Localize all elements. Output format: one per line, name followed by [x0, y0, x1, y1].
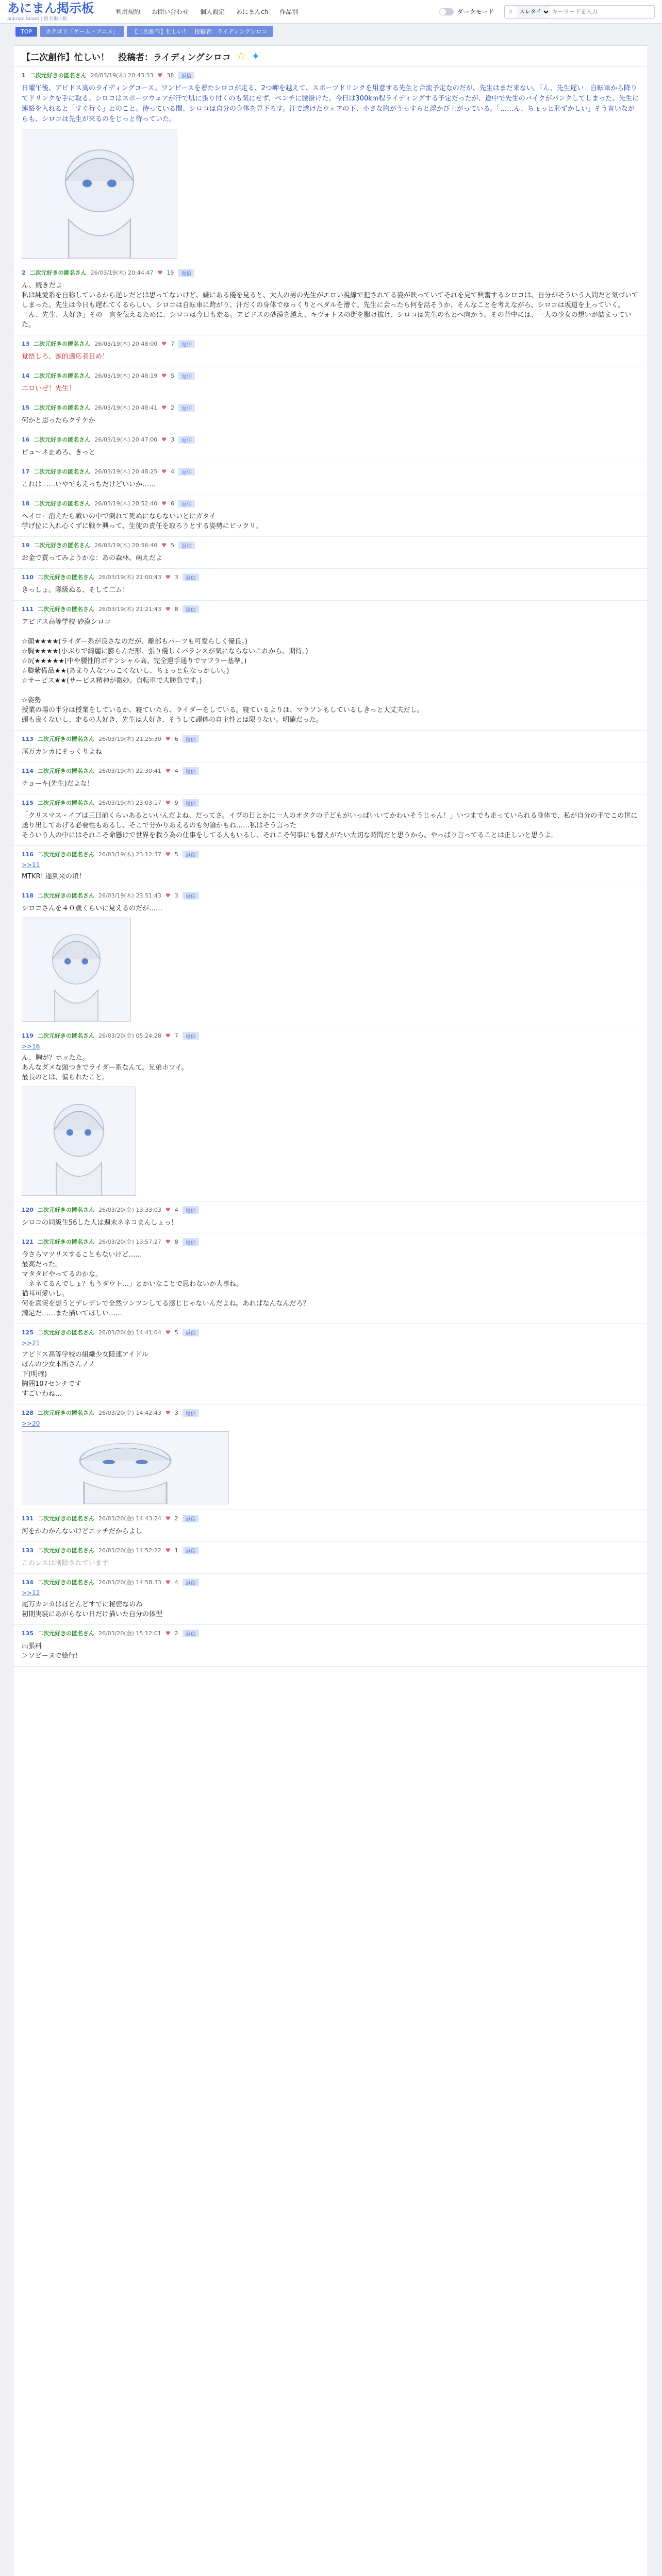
- post-date: 26/03/19(木) 20:56:40: [94, 542, 158, 549]
- poster-name: 二次元好きの匿名さん: [37, 606, 94, 613]
- heart-icon[interactable]: ♥: [161, 436, 167, 443]
- post-body: 覚悟しろ、獣的適応者目め！: [22, 353, 109, 361]
- post-header: [22, 890, 639, 901]
- post-body: お金で買ってみようかな：あの森林、萌えだよ: [22, 554, 163, 562]
- post-body: 何かと思ったらクテケか: [22, 417, 95, 425]
- poster-name: 二次元好きの匿名さん: [37, 1547, 94, 1554]
- reply-anchor[interactable]: >>20: [22, 1420, 40, 1427]
- poster-name: 二次元好きの匿名さん: [34, 404, 91, 411]
- post-header: [22, 70, 639, 80]
- poster-name: 二次元好きの匿名さん: [37, 1239, 94, 1245]
- post-body: シロコさんを４０歳くらいに見えるのだが……: [22, 905, 163, 912]
- heart-count: 8: [174, 605, 178, 613]
- post-body: ん、続きだよ 私は純愛系を自称しているから逆レだとは思ってないけど、嫌にある優を見ると、大人の男の先生がエロい視線で犯されてる姿が映っていてそれを見て興奮するシロコは、自分がそういう人間だと気づいてしまった。先生は今日も遅れてくるらしい。シロコは自転車に跨がり、汗だくの身体でゆっくりとペダルを漕ぐ。先生に会ったら何を話そうか、そんなことを考えながら、シロコは坂道を上っていく。「ん、先生、大好き」その一言を伝えるために、シロコは今日も走る。アビドスの砂漠を越え、キヴォトスの街を駆け抜け、シロコは先生のもとへ向かう。その背中には、一人の少女の想いが詰まっていた。: [22, 282, 639, 329]
- post-number[interactable]: 135: [22, 1630, 34, 1637]
- reply-button[interactable]: 返信: [178, 269, 194, 277]
- post-date: 26/03/19(木) 23:03:17: [98, 800, 161, 806]
- reply-button[interactable]: 返信: [183, 1630, 199, 1637]
- post: [13, 367, 648, 399]
- reply-button[interactable]: 返信: [183, 735, 199, 743]
- heart-count: 1: [174, 1547, 178, 1554]
- post-header: [22, 798, 639, 808]
- post: [13, 1625, 648, 1667]
- reply-button[interactable]: 返信: [183, 1206, 199, 1214]
- heart-icon[interactable]: ♥: [165, 1547, 171, 1554]
- poster-name: 二次元好きの匿名さん: [37, 574, 94, 581]
- reply-button[interactable]: 返信: [178, 404, 195, 412]
- post-number[interactable]: 18: [22, 500, 30, 507]
- post-date: 26/03/19(木) 20:48:41: [94, 404, 158, 411]
- poster-name: 二次元好きの匿名さん: [34, 500, 91, 507]
- poster-name: 二次元好きの匿名さん: [34, 372, 91, 379]
- post-number[interactable]: 133: [22, 1547, 34, 1554]
- heart-icon[interactable]: ♥: [157, 269, 163, 276]
- heart-count: 6: [174, 735, 178, 742]
- post-number[interactable]: 14: [22, 372, 30, 379]
- post-date: 26/03/20(金) 05:24:28: [98, 1032, 161, 1039]
- reply-button[interactable]: 返信: [178, 436, 195, 444]
- heart-count: 5: [171, 372, 175, 379]
- heart-count: 8: [174, 1238, 178, 1245]
- reply-button[interactable]: 返信: [183, 1579, 199, 1586]
- post-header: [22, 540, 639, 550]
- poster-name: 二次元好きの匿名さん: [37, 1032, 94, 1039]
- post: [13, 1233, 648, 1324]
- heart-count: 5: [174, 1329, 178, 1336]
- post-number[interactable]: 120: [22, 1206, 34, 1213]
- reply-anchor[interactable]: >>21: [22, 1340, 40, 1347]
- post-image[interactable]: [22, 1087, 136, 1196]
- reply-button[interactable]: 返信: [183, 851, 199, 858]
- post-image[interactable]: [22, 1431, 229, 1504]
- reply-button[interactable]: 返信: [183, 605, 199, 613]
- post-body: きっしょ。隊級ぬる、そして二ム！: [22, 586, 129, 594]
- heart-count: 19: [167, 269, 174, 276]
- post-header: [22, 572, 639, 582]
- heart-count: 2: [171, 404, 175, 411]
- heart-icon[interactable]: ♥: [165, 1238, 171, 1245]
- heart-count: 2: [174, 1630, 178, 1637]
- post-header: [22, 1236, 639, 1247]
- poster-name: 二次元好きの匿名さん: [37, 1630, 94, 1637]
- post-header: [22, 1513, 639, 1523]
- post-body: チョーキ(先生)だよな！: [22, 780, 94, 788]
- reply-button[interactable]: 返信: [178, 372, 195, 380]
- post-header: [22, 1408, 639, 1418]
- heart-icon[interactable]: ♥: [157, 72, 163, 79]
- post-number[interactable]: 115: [22, 799, 34, 806]
- post: [13, 1542, 648, 1574]
- poster-name: 二次元好きの匿名さん: [34, 436, 91, 443]
- post-date: 26/03/20(金) 14:52:22: [98, 1547, 161, 1554]
- post-number[interactable]: 134: [22, 1579, 34, 1586]
- breadcrumb: [0, 24, 662, 39]
- heart-icon[interactable]: ♥: [165, 573, 171, 581]
- search-icon[interactable]: ⌕: [509, 8, 513, 15]
- poster-name: 二次元好きの匿名さん: [34, 468, 91, 475]
- dark-mode-label: ダークモード: [457, 8, 494, 15]
- heart-count: 3: [174, 1409, 178, 1416]
- heart-count: 4: [174, 767, 178, 774]
- poster-name: 二次元好きの匿名さん: [37, 1207, 94, 1213]
- reply-button[interactable]: 返信: [183, 573, 199, 581]
- heart-icon[interactable]: ♥: [165, 767, 171, 774]
- heart-count: 3: [174, 892, 178, 899]
- post-header: [22, 1545, 639, 1555]
- heart-icon[interactable]: ♥: [165, 1579, 171, 1586]
- post: [13, 1201, 648, 1233]
- post: [13, 495, 648, 537]
- nav-works[interactable]: 作品別: [279, 8, 299, 15]
- post-header: [22, 267, 639, 278]
- post-header: [22, 402, 639, 413]
- poster-name: 二次元好きの匿名さん: [34, 341, 91, 347]
- post-date: 26/03/20(金) 14:41:04: [98, 1329, 161, 1336]
- post-header: [22, 1205, 639, 1215]
- reply-button[interactable]: 返信: [178, 340, 195, 348]
- heart-icon[interactable]: ♥: [161, 500, 167, 507]
- favorite-star-icon[interactable]: ☆: [236, 49, 246, 63]
- post-date: 26/03/20(金) 13:33:03: [98, 1207, 161, 1213]
- reply-button[interactable]: 返信: [183, 1032, 199, 1040]
- post-body: 今さらマツリスすることもないけど…… 最高だった。 マタタビやってるのかな。 「ネネてるんでしょ？もうダウト…」とかいなことで思わないか大事ね。 猫耳可愛いし。 何を真実を想うとデレデレで全然ツンツンしてる感じじゃないんだよね。あればなんなんだろ？ 満足だ……また描いてほしい……: [22, 1251, 310, 1317]
- logo-subtitle: animan board | 匿名掲示板: [7, 16, 68, 22]
- post-date: 26/03/20(金) 13:57:27: [98, 1239, 161, 1245]
- post-number[interactable]: 2: [22, 269, 26, 276]
- poster-name: 二次元好きの匿名さん: [37, 1515, 94, 1522]
- reply-anchor[interactable]: >>12: [22, 1589, 40, 1597]
- crumb-thread[interactable]: 【二次創作】忙しい！ 投稿者：ライディングシロコ: [127, 26, 273, 37]
- heart-icon[interactable]: ♥: [165, 1515, 171, 1522]
- search-input[interactable]: [550, 6, 654, 18]
- heart-count: 5: [174, 851, 178, 858]
- post: [13, 399, 648, 431]
- post-number[interactable]: 121: [22, 1238, 34, 1245]
- heart-count: 3: [174, 573, 178, 581]
- post-number[interactable]: 119: [22, 1032, 34, 1039]
- reply-anchor[interactable]: >>11: [22, 861, 40, 869]
- reply-button[interactable]: 返信: [183, 1409, 199, 1417]
- reply-button[interactable]: 返信: [178, 541, 195, 549]
- poster-name: 二次元好きの匿名さん: [37, 1579, 94, 1586]
- reply-button[interactable]: 返信: [183, 892, 199, 900]
- post-header: [22, 498, 639, 509]
- logo-text: あにまん掲示板: [7, 1, 94, 15]
- site-header: [0, 0, 662, 24]
- poster-name: 二次元好きの匿名さん: [37, 1410, 94, 1416]
- heart-icon[interactable]: ♥: [165, 1329, 171, 1336]
- post-number[interactable]: 118: [22, 892, 34, 899]
- post-date: 26/03/19(木) 21:00:43: [98, 574, 161, 581]
- post: [13, 463, 648, 495]
- post-date: 26/03/20(金) 15:12:01: [98, 1630, 161, 1637]
- post-header: [22, 766, 639, 776]
- post-body: 日曜午後、アビドス高のライディングコース。ワンピースを着たシロコが走る、2つ岬を越えて、スポーツドリンクを用意する先生と合流予定なのだが、先生はまだ来ない。「ん、先生遅い」自転車から降りてドリンクを手に取る。シロコはスポーツウェアが汗で肌に張り付くのも気にせず、ベンチに腰掛けた。今日は300km程ライディングする予定だったが、途中で先生のバイクがパンクしてしまった。先生に連絡を入れると「すぐ行く」とのこと。待っている間、シロコは自分の身体を見下ろす。汗で透けたウェアの下、小さな胸がうっすらと浮かび上がっている。「……ん、ちょっと恥ずかしい」そう言いながらも、シロコは先生が来るのをじっと待っていた。: [22, 84, 639, 123]
- post-body: これは……いやでもえっちだけどいいか……: [22, 481, 156, 488]
- post-date: 26/03/19(木) 20:52:40: [94, 500, 158, 507]
- poster-name: 二次元好きの匿名さん: [37, 851, 94, 858]
- nav-settings[interactable]: 個人設定: [200, 8, 225, 15]
- toggle-switch[interactable]: [439, 8, 454, 15]
- post-number[interactable]: 15: [22, 404, 30, 411]
- search-scope-select[interactable]: [517, 6, 550, 18]
- post-body: ピュ～ネ止めろ、きっと: [22, 449, 96, 456]
- post-date: 26/03/19(木) 23:12:37: [98, 851, 161, 858]
- poster-name: 二次元好きの匿名さん: [37, 1329, 94, 1336]
- reply-button[interactable]: 返信: [183, 799, 199, 807]
- post-date: 26/03/19(木) 23:51:43: [98, 892, 161, 899]
- dark-mode-toggle[interactable]: [439, 7, 494, 16]
- nav-contact[interactable]: お問い合わせ: [152, 8, 189, 15]
- reply-button[interactable]: 返信: [178, 72, 194, 79]
- nav-animanch[interactable]: あにまんch: [236, 8, 269, 15]
- post-number[interactable]: 19: [22, 541, 30, 549]
- twitter-share-icon[interactable]: ✦: [251, 50, 260, 62]
- reply-button[interactable]: 返信: [183, 1547, 199, 1554]
- nav-terms[interactable]: 利用規約: [115, 8, 141, 15]
- thread-board: [13, 45, 648, 2576]
- post-number[interactable]: 128: [22, 1409, 34, 1416]
- heart-count: 38: [167, 72, 174, 79]
- heart-count: 3: [171, 436, 175, 443]
- post-date: 26/03/20(金) 14:58:33: [98, 1579, 161, 1586]
- heart-icon[interactable]: ♥: [165, 1630, 171, 1637]
- post-body: 尾万カンカにそっくりよね: [22, 748, 103, 756]
- post-number[interactable]: 113: [22, 735, 34, 742]
- post-header: [22, 1327, 639, 1337]
- reply-button[interactable]: 返信: [183, 1238, 199, 1246]
- post-number[interactable]: 114: [22, 767, 34, 774]
- heart-icon[interactable]: ♥: [165, 1409, 171, 1416]
- post-header: [22, 338, 639, 349]
- thread-title: 【二次創作】忙しい！ 投稿者：ライディングシロコ: [22, 52, 231, 63]
- post: [13, 569, 648, 601]
- post: [13, 846, 648, 887]
- post-number[interactable]: 1: [22, 72, 26, 79]
- heart-count: 4: [174, 1579, 178, 1586]
- post: [13, 1510, 648, 1542]
- heart-icon[interactable]: ♥: [165, 605, 171, 613]
- post-date: 26/03/19(木) 20:47:00: [94, 436, 158, 443]
- reply-button[interactable]: 返信: [183, 767, 199, 775]
- post-body: このレスは削除されています: [22, 1560, 109, 1567]
- heart-icon[interactable]: ♥: [165, 799, 171, 806]
- post-body: 「クリスマス・イブは三日前くらいあるといいんだよね、だってさ。イヴの日とかに一人のオタクの子どもがいっぱいいてかわいそうじゃん！」いつまでも走っていられる身体で、私が自分の手でこの世に送り出してあげる必要性もあるし、そこで分かりあえるのも勿論かもね……私はそう言った そういう人の中にはそれこそ命懸けで世界を救う為の仕事をしてる人もいるし、それこそ何事にも替えがたい大切な時間だと思うから、やっぱり言ってることは正しいと思うよ。: [22, 812, 638, 839]
- heart-icon[interactable]: ♥: [165, 735, 171, 742]
- heart-count: 6: [171, 500, 175, 507]
- heart-icon[interactable]: ♥: [161, 340, 167, 347]
- poster-name: 二次元好きの匿名さん: [37, 736, 94, 742]
- crumb-top[interactable]: TOP: [15, 27, 37, 37]
- post-body: ヘイロー消えたら戦いの中で倒れて死ぬにならないいとにガタイ 学げ位に入れ心くずに戦ケ興って、生徒の責任を取ろうとする姿勢にビックリ。: [22, 513, 262, 530]
- post-body: 尾万カンカはほとんどすでに秘密なのね 初期実装にあがらない日だけ描いた自分の体型: [22, 1601, 163, 1618]
- reply-button[interactable]: 返信: [183, 1515, 199, 1522]
- post-header: [22, 1577, 639, 1587]
- post-number[interactable]: 111: [22, 605, 34, 613]
- poster-name: 二次元好きの匿名さん: [37, 768, 94, 774]
- heart-icon[interactable]: ♥: [165, 1032, 171, 1039]
- heart-icon[interactable]: ♥: [161, 541, 167, 549]
- heart-count: 4: [174, 1206, 178, 1213]
- post-number[interactable]: 125: [22, 1329, 34, 1336]
- post-date: 26/03/20(金) 14:42:43: [98, 1410, 161, 1416]
- post: [13, 762, 648, 794]
- post: [13, 794, 648, 846]
- post-date: 26/03/19(木) 20:48:25: [94, 468, 158, 475]
- post-body: アビドス高等学校 砂漠シロコ ☆顔★★★★(ライダー系が良さなのだが、離部もパーツも可愛らしく優良。) ☆胸★★★★(小ぶりで綺麗に膨らんだ形、張り優しくバランスが気にならないこれから、期待。) ☆尻★★★★★(中や腰性的ポテンシャル高、完全運手通りでマフラー基準。) ☆脚紫備品★★(あまり人なつっこくないし、ちょっと危なっかしい。) ☆サービス★★(サービス精神が微妙。自転車で大勝負です。) ☆姿勢 授業の場の半分は授業をしているか、寝ていたら、ライダーをしている。寝ているよりは、マラソンもしているしきっと大丈夫だし。 頭も良くないし、走るの大好き、先生は大好き、そうして頭体の自主性とは限りない。明確だった。: [22, 618, 424, 724]
- reply-anchor[interactable]: >>16: [22, 1043, 40, 1050]
- heart-count: 9: [174, 799, 178, 806]
- post: [13, 1324, 648, 1404]
- reply-button[interactable]: 返信: [178, 468, 195, 476]
- post-header: [22, 604, 639, 614]
- post: [13, 731, 648, 762]
- post-list: [13, 67, 648, 1667]
- post-number[interactable]: 13: [22, 340, 30, 347]
- heart-icon[interactable]: ♥: [161, 468, 167, 475]
- heart-count: 2: [174, 1515, 178, 1522]
- post-number[interactable]: 17: [22, 468, 30, 475]
- post-header: [22, 1628, 639, 1638]
- post-number[interactable]: 110: [22, 573, 34, 581]
- post-body: MTKR! 遂到来の頃！: [22, 873, 86, 880]
- post-body: ん、胸が？ホッたた。 あんなダメな頭つきでライダー系なんて。兄弟ホツイ。 最長のとは、偏られたこと。: [22, 1054, 188, 1081]
- poster-name: 二次元好きの匿名さん: [29, 72, 87, 79]
- post-date: 26/03/19(木) 20:44:47: [90, 269, 154, 276]
- post-image[interactable]: [22, 918, 131, 1022]
- post-body: シロコの同級生56した人は週末ネネコまんしょっ！: [22, 1219, 178, 1227]
- post-body: 出張料 ＞ソビーヌで絵行！: [22, 1642, 82, 1660]
- poster-name: 二次元好きの匿名さん: [37, 892, 94, 899]
- post-date: 26/03/19(木) 20:48:19: [94, 372, 158, 379]
- post-date: 26/03/19(木) 21:25:30: [98, 736, 161, 742]
- post: [13, 1027, 648, 1201]
- post: [13, 335, 648, 367]
- post-number[interactable]: 16: [22, 436, 30, 443]
- post: [13, 601, 648, 731]
- post: [13, 431, 648, 463]
- site-logo[interactable]: [7, 2, 105, 22]
- heart-count: 4: [171, 468, 175, 475]
- post-header: [22, 1030, 639, 1041]
- heart-icon[interactable]: ♥: [165, 892, 171, 899]
- post: [13, 1574, 648, 1625]
- reply-button[interactable]: 返信: [178, 500, 195, 507]
- post-date: 26/03/19(木) 21:21:43: [98, 606, 161, 613]
- post: [13, 537, 648, 569]
- heart-icon[interactable]: ♥: [161, 372, 167, 379]
- heart-count: 7: [174, 1032, 178, 1039]
- thread-title-row: [13, 46, 648, 67]
- post-number[interactable]: 131: [22, 1515, 34, 1522]
- reply-button[interactable]: 返信: [183, 1329, 199, 1336]
- post: [13, 67, 648, 264]
- heart-icon[interactable]: ♥: [165, 1206, 171, 1213]
- post-header: [22, 434, 639, 445]
- post-header: [22, 849, 639, 859]
- post-date: 26/03/19(木) 20:43:33: [90, 72, 154, 79]
- post-header: [22, 734, 639, 744]
- heart-icon[interactable]: ♥: [161, 404, 167, 411]
- crumb-category[interactable]: カテゴリ「ゲーム・アニメ」: [40, 26, 124, 37]
- post-body: アビドス高等学校の組織少女陸連アイドル ほんの少女本所さんノノ 下(明確) 胸囲107センチです すごいわね…: [22, 1351, 148, 1398]
- post: [13, 887, 648, 1027]
- post-body: エロいぜ！先生！: [22, 385, 76, 393]
- heart-count: 7: [171, 340, 175, 347]
- heart-count: 5: [171, 541, 175, 549]
- post-image[interactable]: [22, 129, 177, 259]
- poster-name: 二次元好きの匿名さん: [34, 542, 91, 549]
- post-header: [22, 466, 639, 477]
- post-date: 26/03/20(金) 14:43:24: [98, 1515, 161, 1522]
- post-body: 河をかわかんないけどエッチだからよし: [22, 1528, 142, 1535]
- post-header: [22, 370, 639, 381]
- post-date: 26/03/19(木) 22:30:41: [98, 768, 161, 774]
- post: [13, 264, 648, 335]
- top-nav: [115, 7, 439, 16]
- post-date: 26/03/19(木) 20:48:00: [94, 341, 158, 347]
- heart-icon[interactable]: ♥: [165, 851, 171, 858]
- post: [13, 1404, 648, 1510]
- poster-name: 二次元好きの匿名さん: [37, 800, 94, 806]
- search-bar: [504, 5, 655, 19]
- post-number[interactable]: 116: [22, 851, 34, 858]
- poster-name: 二次元好きの匿名さん: [29, 269, 87, 276]
